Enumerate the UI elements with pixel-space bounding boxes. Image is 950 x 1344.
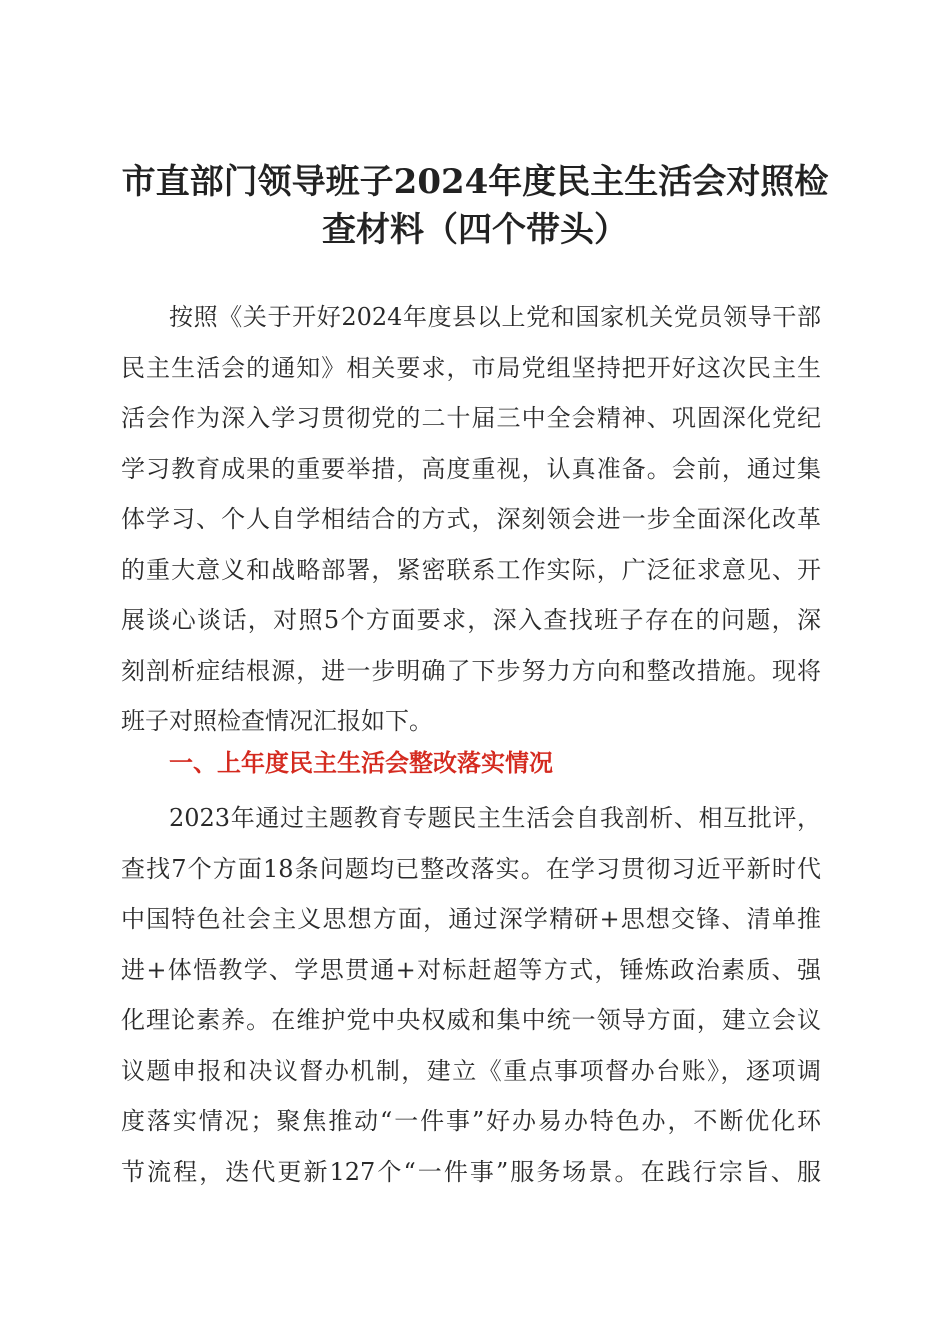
text-line: 度落实情况；聚焦推动“一件事”好办易办特色办，不断优化环: [121, 1107, 821, 1135]
text-line: 学习教育成果的重要举措，高度重视，认真准备。会前，通过集: [121, 454, 821, 483]
text-line: 节流程，迭代更新127个“一件事”服务场景。在践行宗旨、服: [121, 1157, 821, 1186]
intro-paragraph: [121, 292, 821, 747]
title-line-2: 查材料（四个带头）: [322, 210, 628, 250]
text-line: 的重大意义和战略部署，紧密联系工作实际，广泛征求意见、开: [121, 555, 821, 584]
section-heading-1: 一、上年度民主生活会整改落实情况: [169, 749, 553, 777]
text-line: 按照《关于开好2024年度县以上党和国家机关党员领导干部: [169, 303, 821, 331]
text-line: 中国特色社会主义思想方面，通过深学精研+思想交锋、清单推: [121, 905, 821, 933]
section1-paragraph: [121, 793, 821, 1197]
text-line: 2023年通过主题教育专题民主生活会自我剖析、相互批评，: [169, 804, 821, 832]
text-line: 体学习、个人自学相结合的方式，深刻领会进一步全面深化改革: [121, 505, 821, 533]
text-line: 班子对照检查情况汇报如下。: [121, 707, 433, 735]
text-line: 议题申报和决议督办机制，建立《重点事项督办台账》，逐项调: [121, 1056, 821, 1085]
text-line: 刻剖析症结根源，进一步明确了下步努力方向和整改措施。现将: [121, 656, 821, 685]
text-line: 民主生活会的通知》相关要求，市局党组坚持把开好这次民主生: [121, 353, 821, 382]
text-line: 展谈心谈话，对照5个方面要求，深入查找班子存在的问题，深: [121, 606, 821, 634]
title-line-1: 市直部门领导班子2024年度民主生活会对照检: [121, 162, 829, 202]
document-title: [100, 158, 850, 254]
text-line: 进+体悟教学、学思贯通+对标赶超等方式，锤炼政治素质、强: [121, 955, 821, 984]
text-line: 查找7个方面18条问题均已整改落实。在学习贯彻习近平新时代: [121, 854, 821, 883]
text-line: 化理论素养。在维护党中央权威和集中统一领导方面，建立会议: [121, 1006, 821, 1034]
text-line: 活会作为深入学习贯彻党的二十届三中全会精神、巩固深化党纪: [121, 404, 821, 432]
